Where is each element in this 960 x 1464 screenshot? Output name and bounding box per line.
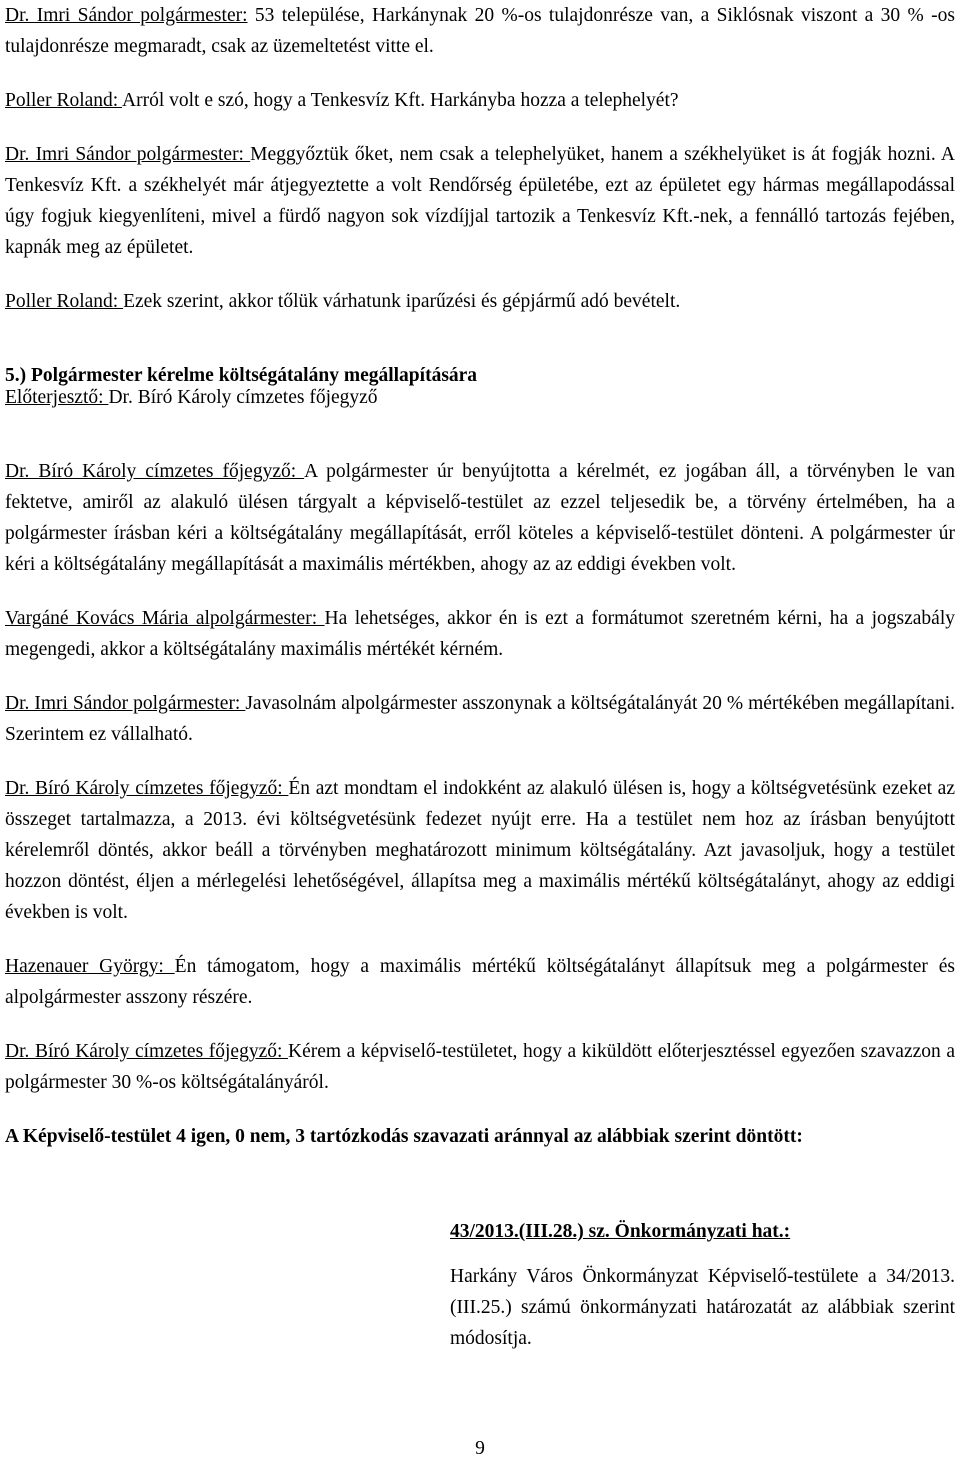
section-heading: 5.) Polgármester kérelme költségátalány megállapítására: [5, 365, 478, 386]
presenter-line: [5, 382, 955, 413]
resolution-block: [450, 1216, 955, 1354]
speaker-name: Dr. Imri Sándor polgármester:: [5, 5, 248, 26]
speech-text: Ha lehetséges, akkor én is ezt a formátumot szeretném kérni, ha a jogszabály megengedi, akkor a költségátalány maximális mértékét kérném.: [5, 608, 955, 660]
speaker-name: Hazenauer György:: [5, 956, 175, 977]
paragraph-hazenauer: [5, 951, 955, 1013]
vote-result: A Képviselő-testület 4 igen, 0 nem, 3 tartózkodás szavazati aránnyal az alábbiak szerint döntött:: [5, 1126, 803, 1147]
speech-text: 53 települése, Harkánynak 20 %-os tulajdonrésze van, a Siklósnak viszont a 30 % -os tulajdonrésze megmaradt, csak az üzemeltetést vitte el.: [5, 5, 955, 57]
paragraph-poller-2: [5, 286, 955, 317]
speaker-name: Vargáné Kovács Mária alpolgármester:: [5, 608, 325, 629]
speech-text: Ezek szerint, akkor tőlük várhatunk iparűzési és gépjármű adó bevételt.: [123, 291, 681, 312]
speech-text: Javasolnám alpolgármester asszonynak a költségátalányát 20 % mértékében megállapítani. Szerintem ez vállalható.: [5, 693, 955, 745]
paragraph-biro-1: [5, 456, 955, 580]
speech-text: A polgármester úr benyújtotta a kérelmét, ez jogában áll, a törvényben le van fektetve, amiről az alakuló ülésen tárgyalt a képviselő-testület az ezzel teljesedik be, a törvény értelmében, ha a polgármester írásban kéri a költségátalány megállapítását, erről köteles a képviselő-testület dönteni. A polgármester úr kéri a költségátalány megállapítását a maximális mértékben, ahogy az az eddigi években volt.: [5, 461, 956, 575]
resolution-title: 43/2013.(III.28.) sz. Önkormányzati hat.: [450, 1221, 784, 1242]
presenter-label: Előterjesztő:: [5, 387, 109, 408]
page-number: 9: [475, 1438, 485, 1459]
speaker-name: Dr. Bíró Károly címzetes főjegyző:: [5, 1041, 288, 1062]
presenter-name: Dr. Bíró Károly címzetes főjegyző: [108, 387, 378, 408]
speech-text: Meggyőztük őket, nem csak a telephelyüket, hanem a székhelyüket is át fogják hozni. A Tenkesvíz Kft. a székhelyét már átjegyeztette a volt Rendőrség épületébe, ezt az épületet egy hármas megállapodással úgy fogjuk kiegyenlíteni, mivel a fürdő nagyon sok vízdíjjal tartozik a Tenkesvíz Kft.-nek, a fennálló tartozás fejében, kapnák meg az épületet.: [5, 144, 955, 258]
speech-text: Kérem a képviselő-testületet, hogy a kiküldött előterjesztéssel egyezően szavazzon a polgármester 30 %-os költségátalányáról.: [5, 1041, 956, 1093]
speaker-name: Dr. Bíró Károly címzetes főjegyző:: [5, 778, 289, 799]
speech-text: Arról volt e szó, hogy a Tenkesvíz Kft. Harkányba hozza a telephelyét?: [122, 90, 679, 111]
paragraph-biro-2: [5, 773, 955, 928]
speaker-name: Poller Roland:: [5, 90, 122, 111]
speaker-name: Poller Roland:: [5, 291, 124, 312]
document-page: [5, 0, 955, 1354]
resolution-title-line: [450, 1216, 955, 1247]
paragraph-imri-3: [5, 688, 955, 750]
paragraph-vargane: [5, 603, 955, 665]
speaker-name: Dr. Bíró Károly címzetes főjegyző:: [5, 461, 305, 482]
speaker-name: Dr. Imri Sándor polgármester:: [5, 144, 251, 165]
paragraph-imri-2: [5, 139, 955, 263]
paragraph-biro-3: [5, 1036, 955, 1098]
paragraph-imri-1: [5, 0, 955, 62]
speech-text: Én támogatom, hogy a maximális mértékű költségátalányt állapítsuk meg a polgármester és alpolgármester asszony részére.: [5, 956, 955, 1008]
speaker-name: Dr. Imri Sándor polgármester:: [5, 693, 246, 714]
paragraph-poller-1: [5, 85, 955, 116]
resolution-text: Harkány Város Önkormányzat Képviselő-testülete a 34/2013.(III.25.) számú önkormányzati határozatát az alábbiak szerint módosítja.: [450, 1266, 955, 1349]
resolution-title-suffix: :: [783, 1221, 791, 1242]
speech-text: Én azt mondtam el indokként az alakuló ülésen is, hogy a költségvetésünk ezeket az összeget tartalmazza, a 2013. évi költségvetésünk fedezet nyújt erre. Ha a testület nem hoz az írásban benyújtott kérelemről döntés, akkor beáll a törvényben meghatározott minimum költségátalány. Azt javasoljuk, hogy a testület hozzon döntést, éljen a mérlegelési lehetőségével, állapítsa meg a maximális mértékű költségátalányt, ahogy az eddigi években is volt.: [5, 778, 955, 923]
